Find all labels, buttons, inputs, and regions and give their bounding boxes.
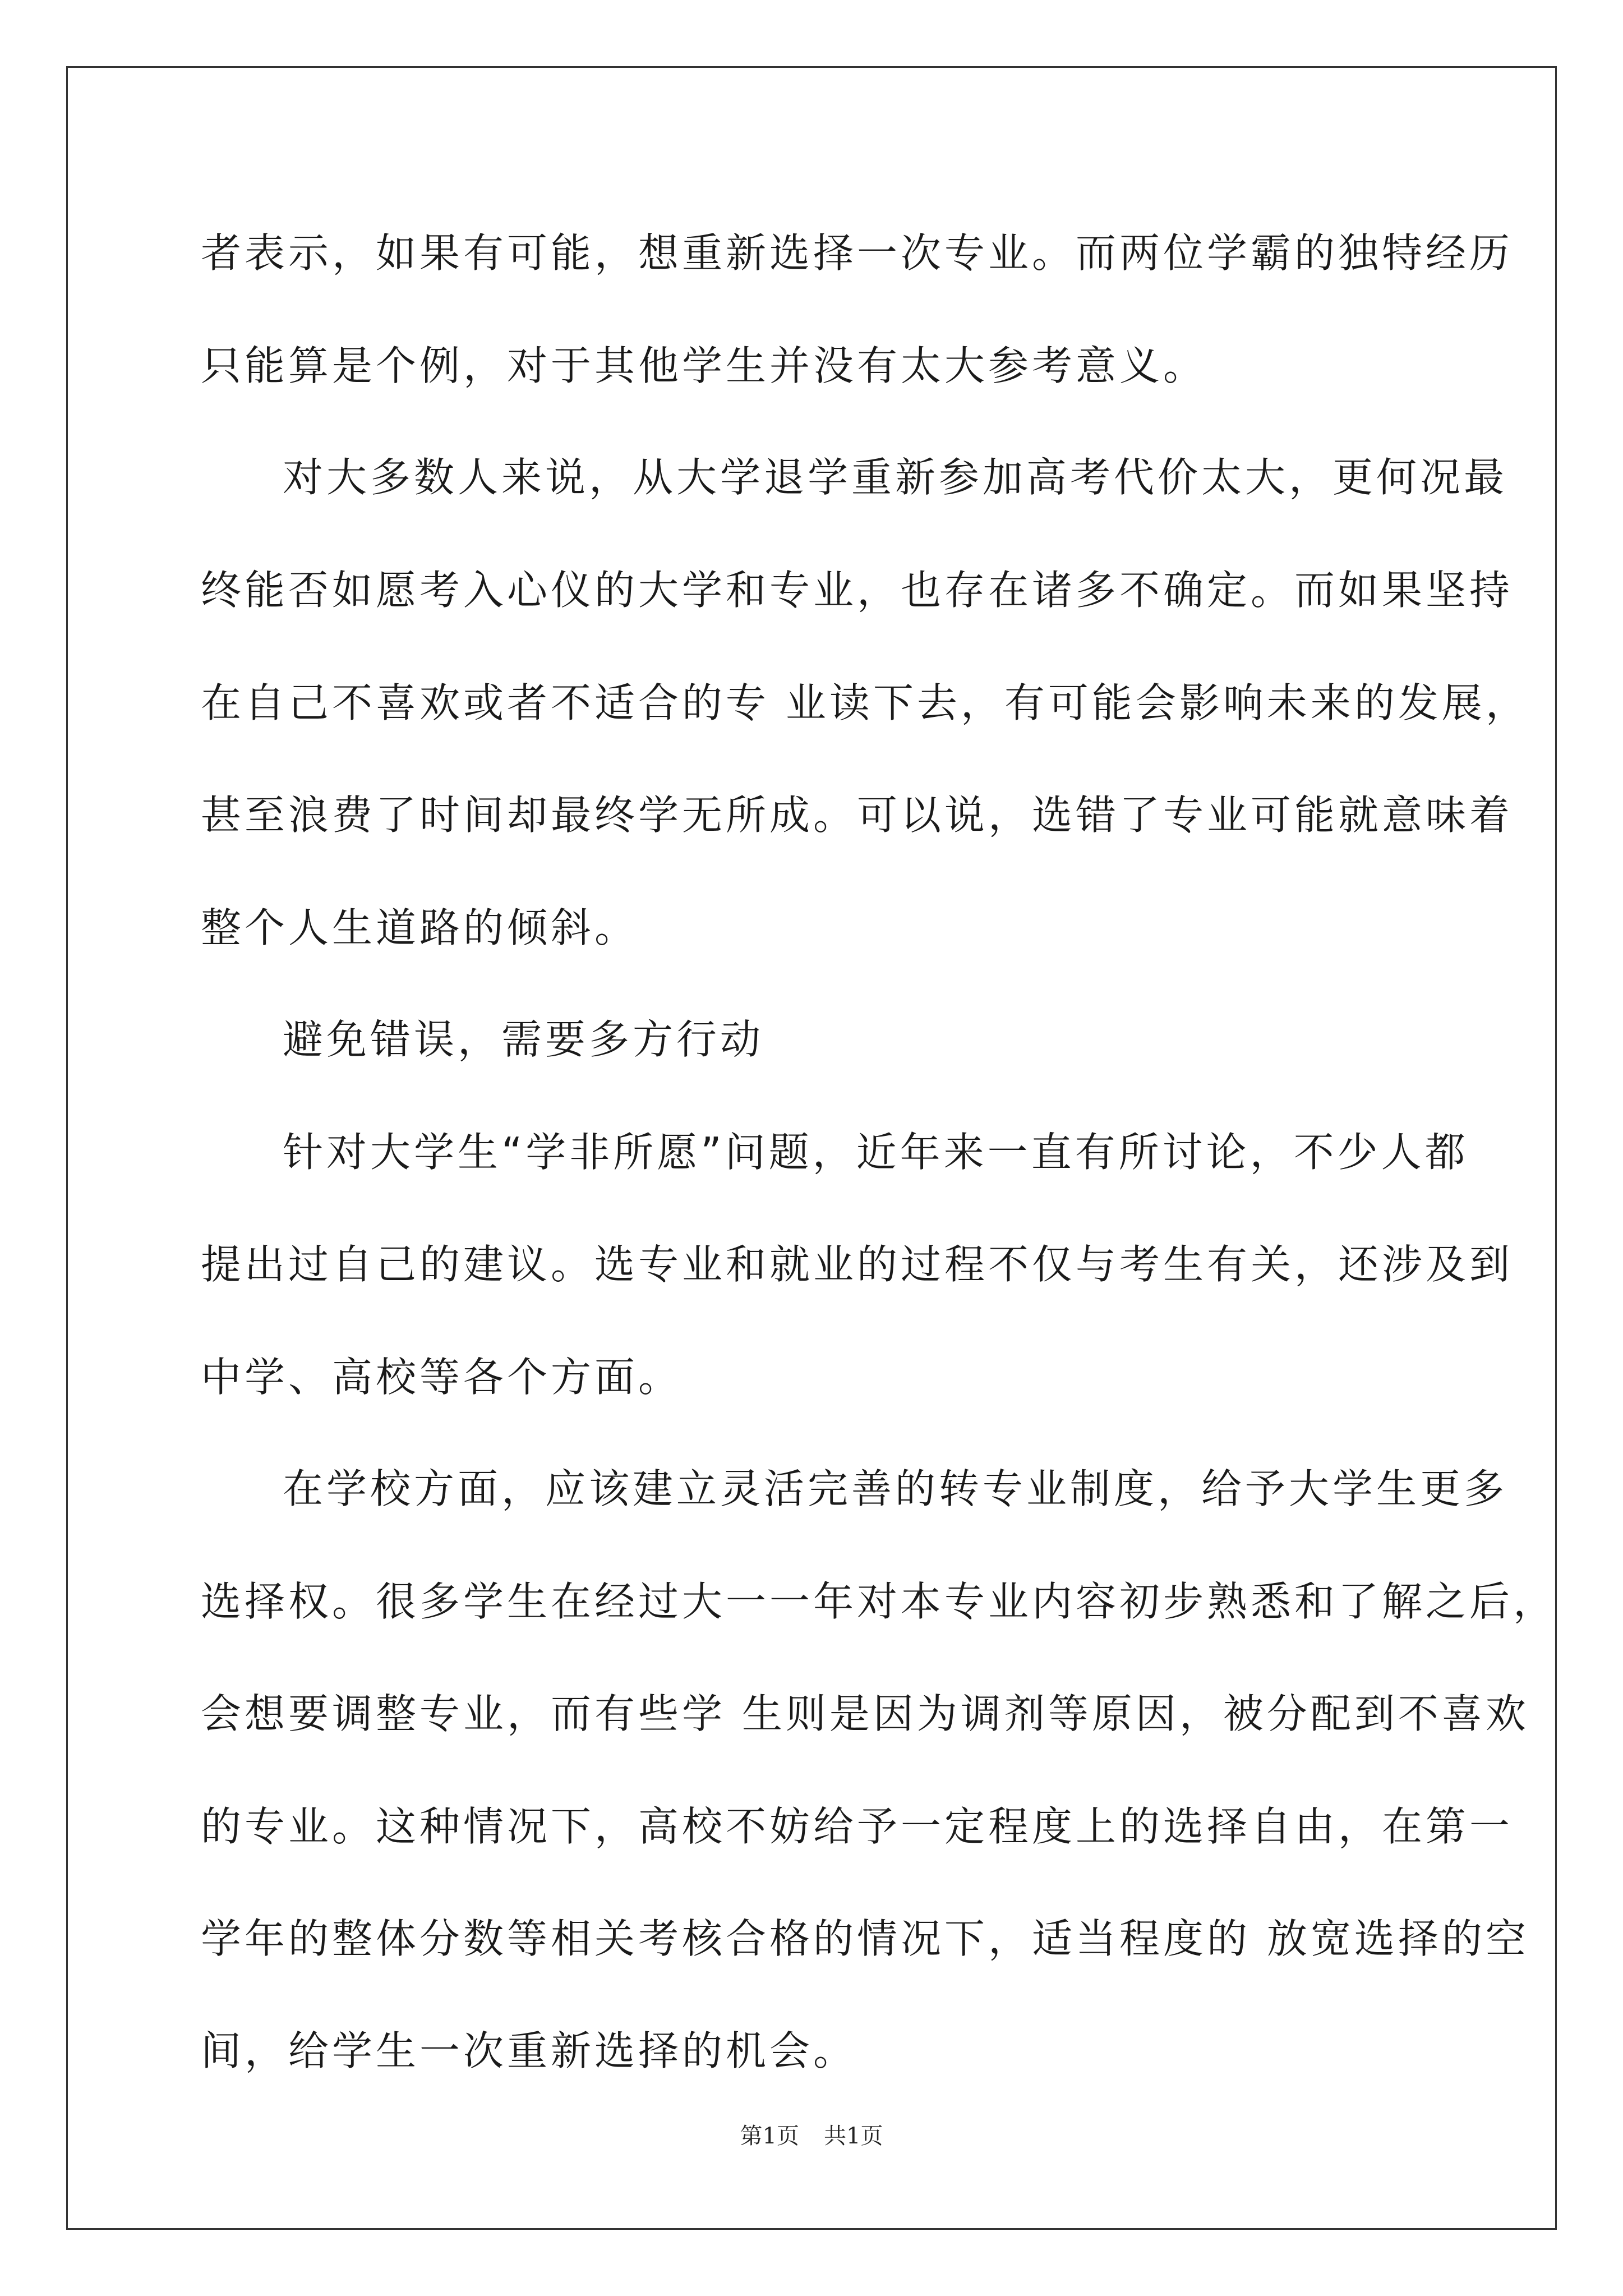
paragraph-start-line: 针对大学生“学非所愿”问题，近年来一直有所讨论，不少人都 [283, 1129, 1469, 1176]
text-line: 间，给学生一次重新选择的机会。 [201, 2027, 857, 2074]
section-heading: 避免错误，需要多方行动 [283, 1016, 764, 1063]
text-line: 在自己不喜欢或者不适合的专 业读下去，有可能会影响未来的发展， [201, 679, 1529, 726]
paragraph-start-line: 对大多数人来说，从大学退学重新参加高考代价太大，更何况最 [283, 454, 1508, 501]
page-footer [0, 2119, 1623, 2153]
text-line: 提出过自己的建议。选专业和就业的过程不仅与考生有关，还涉及到 [201, 1241, 1514, 1288]
paragraph-start-line: 在学校方面，应该建立灵活完善的转专业制度，给予大学生更多 [283, 1465, 1508, 1512]
page-number-total: 共1页 [824, 2123, 883, 2149]
page-number-current: 第1页 [740, 2123, 799, 2149]
text-line: 甚至浪费了时间却最终学无所成。可以说，选错了专业可能就意味着 [201, 792, 1514, 839]
text-line: 整个人生道路的倾斜。 [201, 904, 639, 951]
text-line: 终能否如愿考入心仪的大学和专业，也存在诸多不确定。而如果坚持 [201, 567, 1514, 614]
text-line: 选择权。很多学生在经过大一一年对本专业内容初步熟悉和了解之后， [201, 1578, 1557, 1625]
text-line: 的专业。这种情况下，高校不妨给予一定程度上的选择自由，在第一 [201, 1803, 1514, 1850]
text-line: 只能算是个例，对于其他学生并没有太大参考意义。 [201, 342, 1207, 389]
text-line: 者表示，如果有可能，想重新选择一次专业。而两位学霸的独特经历 [201, 229, 1514, 277]
text-line: 会想要调整专业，而有些学 生则是因为调剂等原因，被分配到不喜欢 [201, 1690, 1529, 1737]
text-line: 中学、高校等各个方面。 [201, 1354, 683, 1401]
text-line: 学年的整体分数等相关考核合格的情况下，适当程度的 放宽选择的空 [201, 1915, 1529, 1962]
